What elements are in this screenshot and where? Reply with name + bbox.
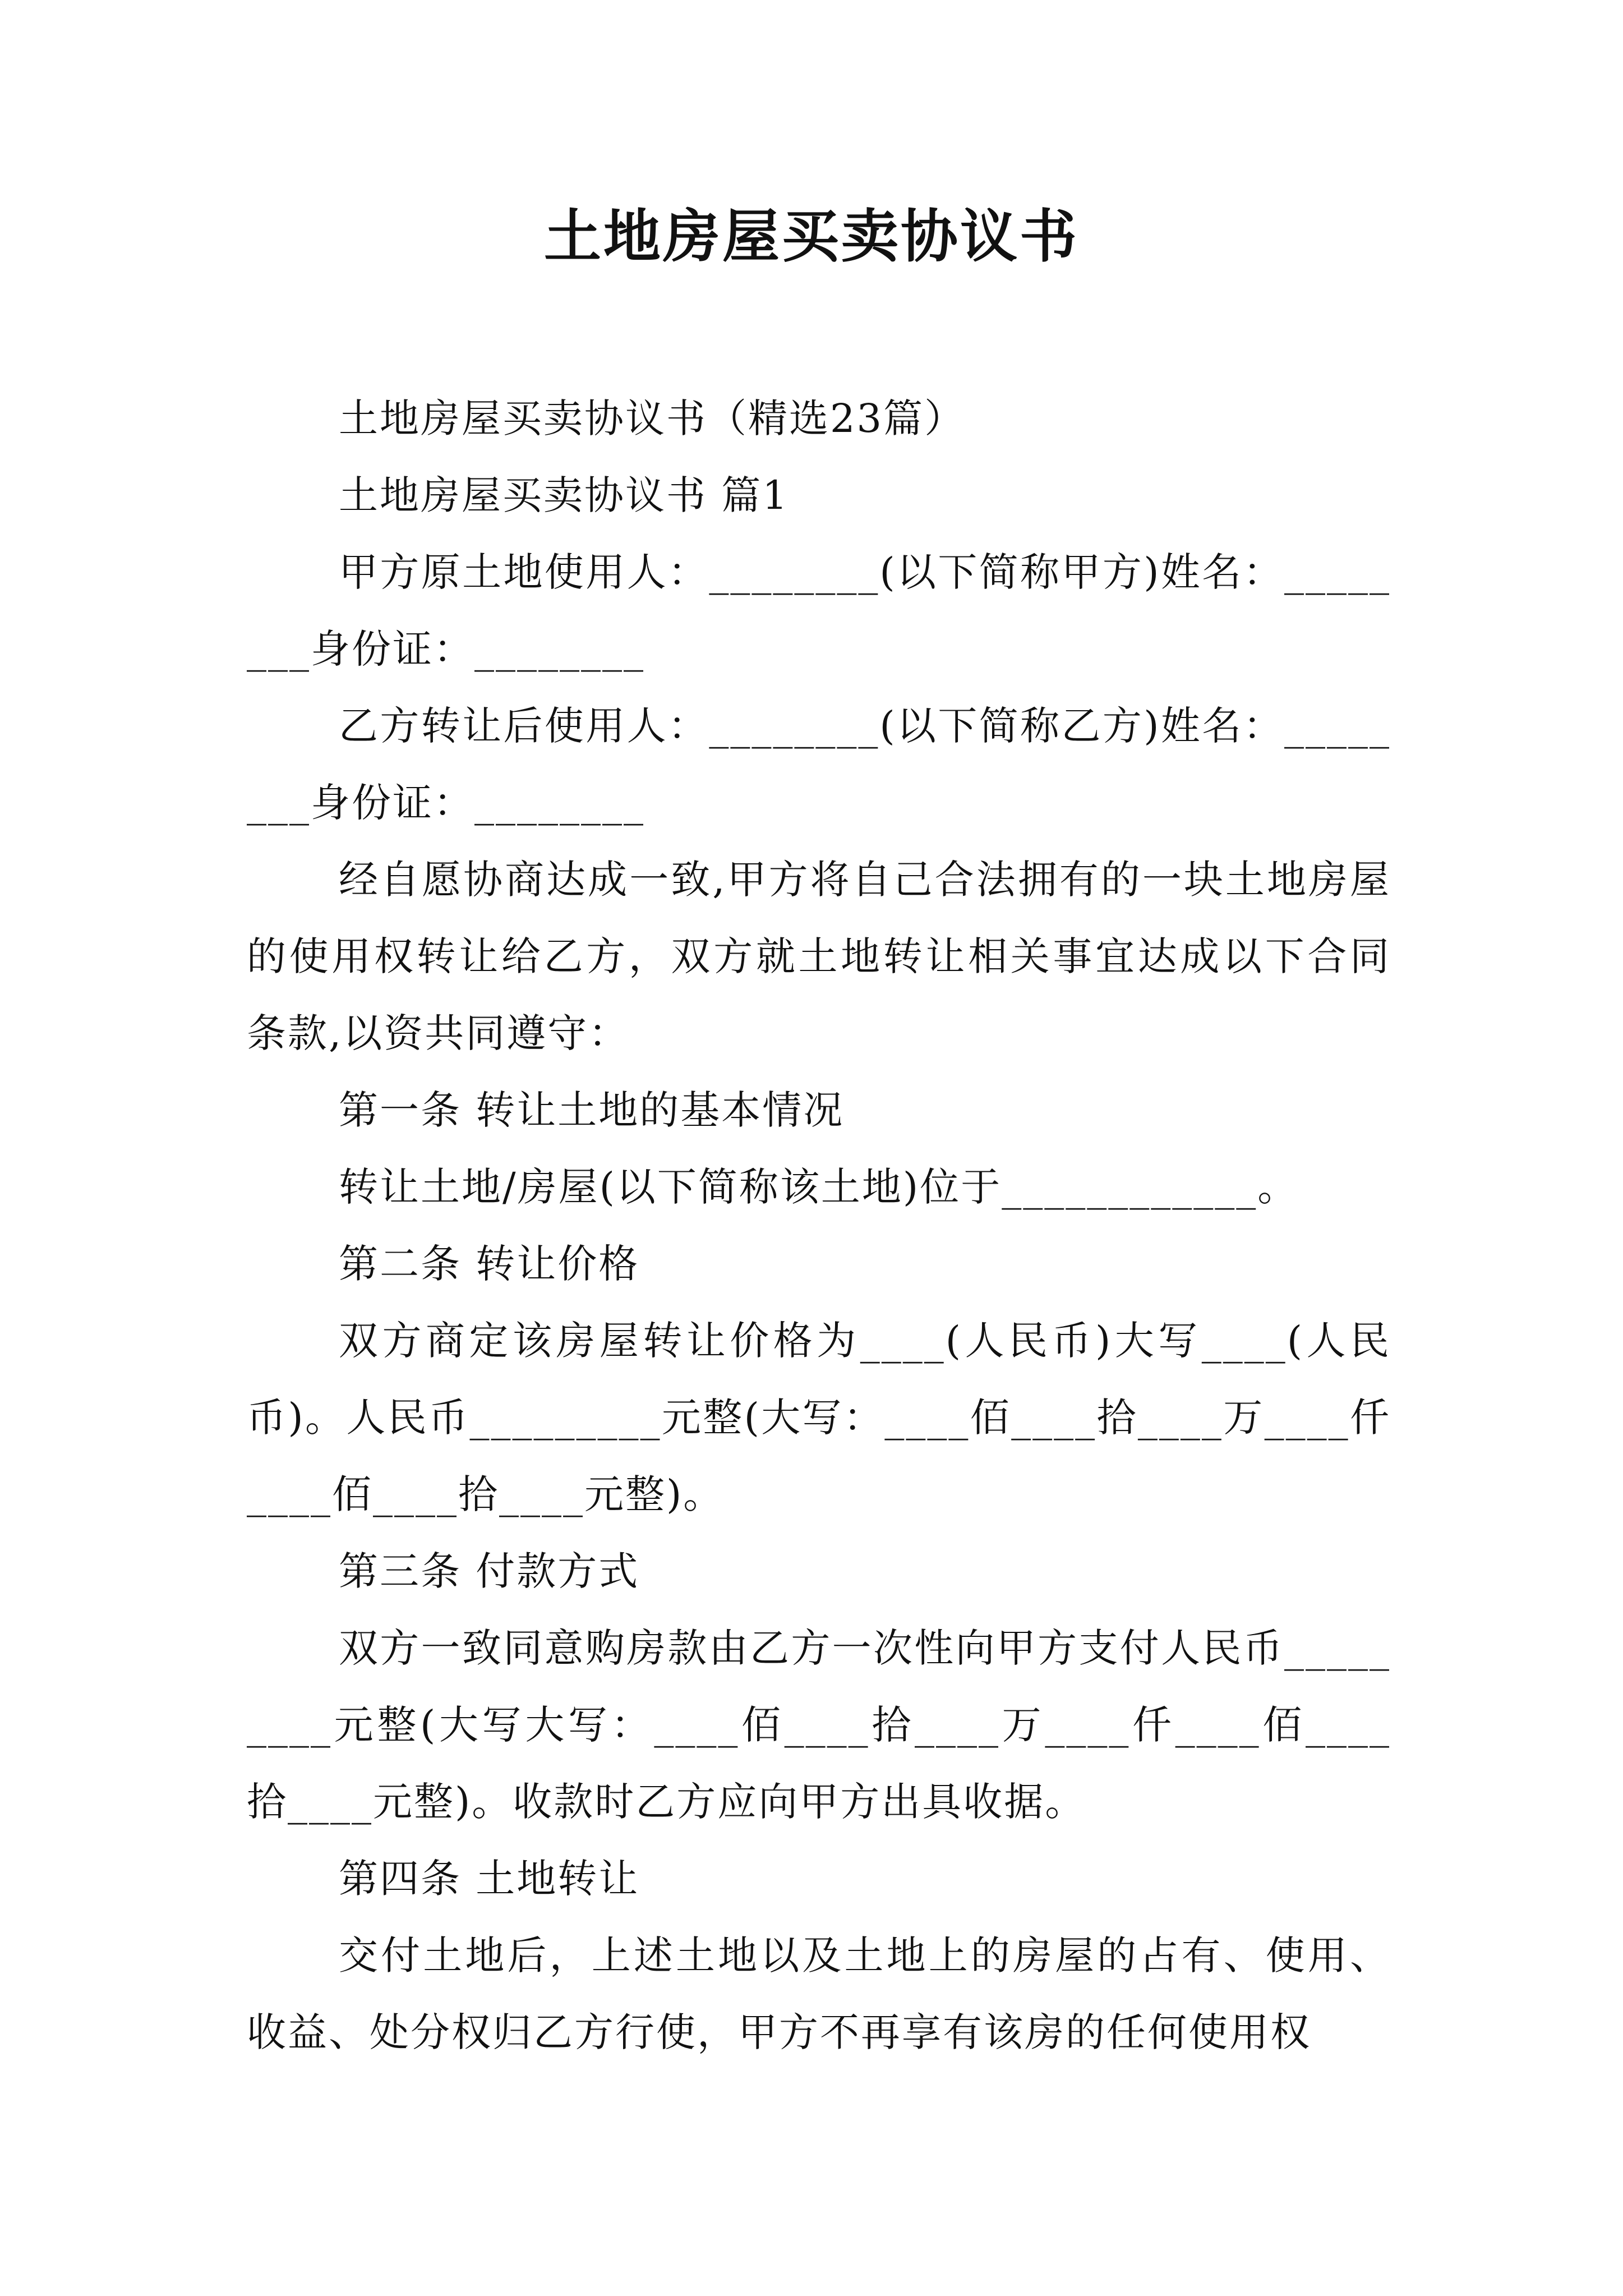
agreement-preamble: 经自愿协商达成一致,甲方将自己合法拥有的一块土地房屋的使用权转让给乙方，双方就土地转让相关事宜达成以下合同条款,以资共同遵守：	[247, 857, 1391, 1056]
article-4-heading: 第四条 土地转让	[339, 1856, 640, 1902]
article-2-heading: 第二条 转让价格	[339, 1241, 640, 1287]
party-a-line: 甲方原土地使用人：________(以下简称甲方)姓名：________身份证：________	[247, 549, 1391, 672]
doc-subtitle: 土地房屋买卖协议书（精选23篇）	[339, 395, 966, 441]
article-4-text: 交付土地后，上述土地以及土地上的房屋的占有、使用、收益、处分权归乙方行使，甲方不再享有该房的任何使用权	[247, 1932, 1391, 2055]
article-1-text: 转让土地/房屋(以下简称该土地)位于____________。	[339, 1164, 1299, 1210]
section-heading-part-1: 土地房屋买卖协议书 篇1	[339, 472, 789, 518]
article-3-heading: 第三条 付款方式	[339, 1548, 640, 1594]
document-title: 土地房屋买卖协议书	[544, 203, 1079, 270]
article-2-text: 双方商定该房屋转让价格为____(人民币)大写____(人民币)。人民币_________元整(大写：____佰____拾____万____仟____佰____拾____元整)。	[247, 1318, 1391, 1517]
document-body	[247, 380, 1391, 2071]
party-b-line: 乙方转让后使用人：________(以下简称乙方)姓名：________身份证：________	[247, 703, 1391, 826]
article-3-text: 双方一致同意购房款由乙方一次性向甲方支付人民币_________元整(大写大写：____佰____拾____万____仟____佰____拾____元整)。收款时乙方应向甲方出具收据。	[247, 1625, 1391, 1825]
article-1-heading: 第一条 转让土地的基本情况	[339, 1087, 845, 1133]
